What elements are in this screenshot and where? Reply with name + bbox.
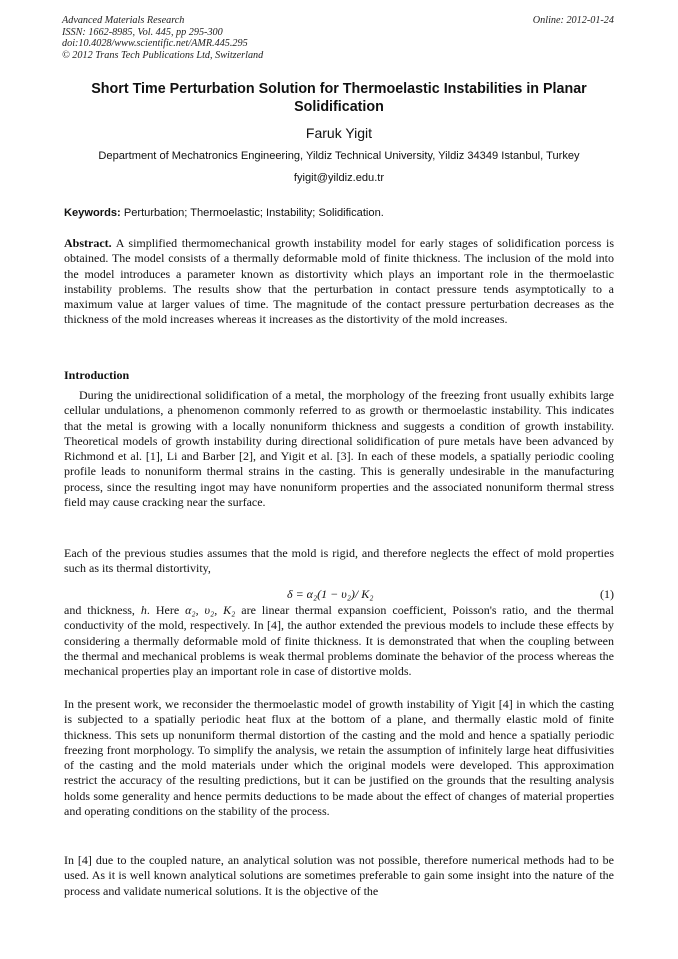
intro-paragraph-4: In the present work, we reconsider the thermoelastic model of growth instability of Yigit [4] in which the casting is subjected to a spatially periodic heat flux at the bottom of a plane, and thermally elastic mold of finite thickness. This sets up nonuniform thermal distortion of the casting and the mold and hence a spatially periodic freezing front morphology. To simplify the analysis, we retain the assumption of infinitely large heat diffusivities of the casting and the mold materials under which the original models were developed. This approximation restrict the accuracy of the resulting predictions, but it can be justified on the grounds that the resulting analysis holds some generality and hence permits deductions to be made about the effect of changes of material properties and operating conditions on the stability of the process. <box>64 697 614 818</box>
affiliation: Department of Mechatronics Engineering, Yildiz Technical University, Yildiz 34349 Istanbul, Turkey <box>98 150 580 162</box>
copyright-line: © 2012 Trans Tech Publications Ltd, Switzerland <box>62 49 264 61</box>
intro-paragraph-5: In [4] due to the coupled nature, an analytical solution was not possible, therefore numerical methods had to be used. As it is well known analytical solutions are sometimes preferable to gain some insight into the nature of the process and validate numerical solutions. It is the objective of the <box>64 853 614 898</box>
intro-paragraph-2: Each of the previous studies assumes that the mold is rigid, and therefore neglects the effect of mold properties such as its thermal distortivity, <box>64 546 614 576</box>
abstract <box>64 236 614 328</box>
section-heading-introduction: Introduction <box>64 368 130 382</box>
p3-here: . Here <box>146 603 180 617</box>
p3-start: and thickness, <box>64 603 135 617</box>
online-date: Online: 2012-01-24 <box>532 15 614 26</box>
keywords-text: Perturbation; Thermoelastic; Instability; Solidification. <box>123 207 384 219</box>
abstract-text: A simplified thermomechanical growth instability model for early stages of solidification porcess is obtained. The model consists of a thermally deformable mold of finite thickness. The inclusion of the mold into the model introduces a parameter known as distortivity which plays an important role in the thermoelastic instability problems. The results show that the perturbation in contact pressure tends asymptotically to a maximum value at larger values of time. The magnitude of the contact pressure perturbation decreases as the thickness of the mold increases whereas it increases as the distortivity of the mold increases. <box>64 236 615 327</box>
p3-rest: are linear thermal expansion coefficient, Poisson's ratio, and the thermal conductivity of the mold, respectively. In [4], the author extended the previous models to include these effects by considering a thermally deformable mold of finite thickness. It is demonstrated that when the coupling between the thermal and mechanical problems is weak thermal problems dominate the behavior of the process whereas the mechanical properties play an important role in case of distortive molds. <box>64 603 614 678</box>
abstract-label: Abstract. <box>64 236 112 250</box>
keywords-label: Keywords: <box>64 207 121 219</box>
intro-paragraph-3 <box>64 603 614 679</box>
author-name: Faruk Yigit <box>305 125 373 141</box>
p3-symbols: α₂, υ₂, K₂ <box>185 603 236 617</box>
journal-name: Advanced Materials Research <box>62 15 185 26</box>
journal-header <box>62 15 616 61</box>
equation-number: (1) <box>600 587 614 601</box>
p3-h: h <box>140 603 147 617</box>
doi-line: doi:10.4028/www.scientific.net/AMR.445.295 <box>62 38 248 50</box>
intro-paragraph-1: During the unidirectional solidification of a metal, the morphology of the freezing front usually exhibits large cellular undulations, a phenomenon commonly referred to as growth or thermoelastic instability. This indicates that the metal is growing with a locally nonuniform thickness and suggests a condition of growth instability. Theoretical models of growth instability during directional solidification of pure metals have been advanced by Richmond et al. [1], Li and Barber [2], and Yigit et al. [3]. In each of these models, a spatially periodic cooling profile leads to nonuniform thermal strains in the casting. This is generally undesirable in the manufacturing process, since the resulting ingot may have nonuniform properties and the associated nonuniform thermal stress field may cause cracking near the surface. <box>64 388 614 509</box>
keywords <box>64 207 616 219</box>
issn-line: ISSN: 1662-8985, Vol. 445, pp 295-300 <box>62 26 223 38</box>
author-email: fyigit@yildiz.edu.tr <box>293 172 385 184</box>
paper-title: Short Time Perturbation Solution for Thermoelastic Instabilities in Planar Solidification <box>91 81 587 115</box>
equation-expression: δ = α₂(1 − υ₂)/ K₂ <box>287 587 374 601</box>
